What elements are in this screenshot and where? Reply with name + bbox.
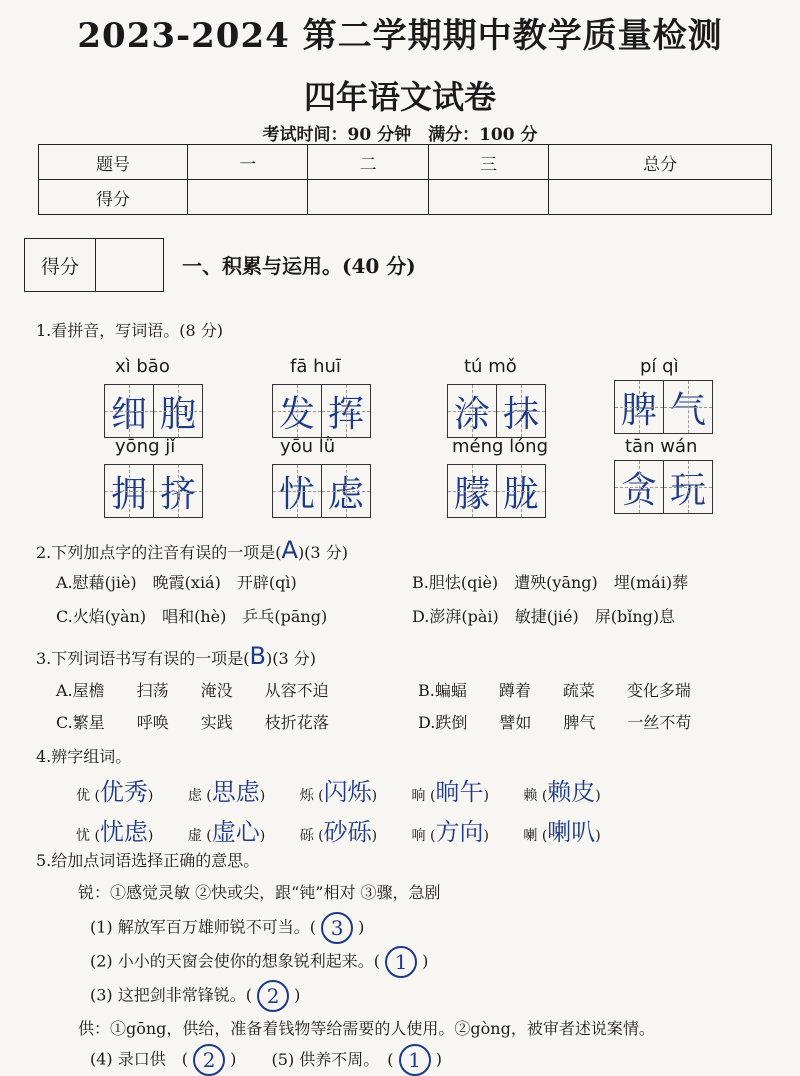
q4-char: 赖 — [523, 788, 538, 804]
pinyin: fā huī — [290, 356, 341, 377]
q5-gong-definition: 供：①gōng，供给，准备着钱物等给需要的人使用。②gòng，被审者述说案情。 — [78, 1019, 655, 1038]
table-row — [39, 180, 772, 215]
char-grid — [447, 464, 546, 518]
q3-option-b: B.蝙蝠 蹲着 疏菜 变化多瑞 — [418, 681, 691, 700]
q4-answer: 方向 — [435, 818, 484, 846]
q4-char: 忧 — [76, 828, 90, 844]
char-grid — [272, 384, 371, 438]
q5-answer-4: 2 — [193, 1044, 225, 1076]
char-cell: 胞 — [154, 384, 203, 438]
char-cell: 朦 — [447, 464, 497, 518]
q4-char: 响 — [411, 828, 426, 844]
q5-text: 5.给加点词语选择正确的意思。 — [36, 851, 260, 870]
table-cell: 得分 — [39, 180, 188, 215]
q4-answer: 喇叭 — [547, 818, 596, 846]
table-row — [39, 145, 772, 180]
q4-answer: 砂砾 — [323, 818, 372, 846]
q2-option-b: B.胆怯(qiè) 遭殃(yāng) 埋(mái)葬 — [412, 573, 689, 592]
q4-char: 虑 — [187, 788, 202, 804]
q4-char: 虚 — [187, 828, 202, 844]
char-cell: 胧 — [497, 464, 546, 518]
q2-option-a: A.慰藉(jiè) 晚霞(xiá) 开辟(qì) — [56, 573, 297, 592]
q4-answer: 忧虑 — [99, 818, 148, 846]
q4-answer: 优秀 — [99, 778, 148, 806]
q5-sentence-text: (1) 解放军百万雄师锐不可当。( — [90, 917, 316, 937]
section-title: 一、积累与运用。(40 分) — [182, 254, 416, 278]
exam-info: 考试时间：90 分钟 满分：100 分 — [262, 125, 538, 145]
q4-answer: 晌午 — [435, 778, 484, 806]
q2-option-c: C.火焰(yàn) 唱和(hè) 乒乓(pāng) — [56, 607, 328, 626]
table-cell — [428, 180, 548, 215]
q5-sentence-2: (2) 小小的天窗会使你的想象锐利起来。( 1 ) — [90, 946, 428, 978]
char-cell: 气 — [664, 380, 713, 434]
table-cell — [188, 180, 308, 215]
q5-answer-2: 1 — [385, 946, 417, 978]
char-cell: 忧 — [272, 464, 322, 518]
pinyin: tú mǒ — [464, 356, 517, 377]
table-cell: 二 — [308, 145, 428, 180]
pinyin: yōu lǜ — [280, 436, 336, 457]
pinyin: xì bāo — [115, 356, 170, 377]
q4-char: 喇 — [523, 828, 538, 844]
char-cell: 挤 — [154, 464, 203, 518]
q4-answer: 虚心 — [211, 818, 260, 846]
table-cell: 总分 — [549, 145, 772, 180]
char-cell: 抹 — [497, 384, 546, 438]
char-grid — [447, 384, 546, 438]
table-cell: 一 — [188, 145, 308, 180]
q2-text — [36, 536, 348, 564]
pinyin: méng lóng — [452, 436, 549, 457]
q3-score: )(3 分) — [265, 649, 316, 668]
q4-answer: 闪烁 — [323, 778, 372, 806]
q5-sentence-text: (2) 小小的天窗会使你的想象锐利起来。( — [90, 951, 380, 971]
char-cell: 虑 — [322, 464, 371, 518]
q5-sentence-text: (3) 这把剑非常锋锐。( — [90, 985, 252, 1005]
q2-option-d: D.澎湃(pài) 敏捷(jié) 屏(bǐng)息 — [412, 607, 676, 626]
char-cell: 玩 — [664, 460, 713, 514]
q3-option-c: C.繁星 呼唤 实践 枝折花落 — [56, 713, 329, 732]
q2-prompt: 2.下列加点字的注音有误的一项是( — [36, 543, 282, 562]
q3-answer: B — [249, 642, 266, 670]
q5-answer-3: 2 — [257, 980, 289, 1012]
q4-char: 晌 — [411, 788, 426, 804]
q3-text — [36, 642, 316, 670]
pinyin: tān wán — [625, 436, 698, 457]
pinyin: yōng jǐ — [115, 436, 176, 457]
q3-option-d: D.跌倒 譬如 脾气 一丝不苟 — [418, 713, 692, 732]
q3-prompt: 3.下列词语书写有误的一项是( — [36, 649, 250, 668]
char-cell: 发 — [272, 384, 322, 438]
q4-char: 优 — [76, 788, 90, 804]
q4-char: 烁 — [299, 788, 314, 804]
q5-sentence-3: (3) 这把剑非常锋锐。( 2 ) — [90, 980, 300, 1012]
char-cell: 涂 — [447, 384, 497, 438]
char-grid — [272, 464, 371, 518]
char-cell: 细 — [104, 384, 154, 438]
score-label: 得分 — [25, 239, 96, 291]
q4-text: 4.辨字组词。 — [36, 747, 132, 766]
char-grid — [614, 380, 713, 434]
q5-sentence-text: (4) 录口供 ( — [90, 1049, 188, 1069]
char-cell: 脾 — [614, 380, 664, 434]
char-cell: 挥 — [322, 384, 371, 438]
table-cell: 三 — [428, 145, 548, 180]
char-grid — [104, 384, 203, 438]
q5-rui-definition: 锐：①感觉灵敏 ②快或尖，跟“钝”相对 ③骤，急剧 — [78, 883, 441, 902]
q5-sentence-1: (1) 解放军百万雄师锐不可当。( 3 ) — [90, 912, 364, 944]
q1-text: 1.看拼音，写词语。(8 分) — [36, 321, 224, 340]
section-score-box — [24, 238, 164, 292]
table-cell: 题号 — [39, 145, 188, 180]
table-cell — [549, 180, 772, 215]
q5-answer-1: 3 — [321, 912, 353, 944]
q5-sentence-4: (4) 录口供 ( 2 ) (5) 供养不周。 ( 1 ) — [90, 1044, 442, 1076]
q4-answer: 思虑 — [211, 778, 260, 806]
char-cell: 拥 — [104, 464, 154, 518]
q4-char: 砾 — [299, 828, 314, 844]
q2-answer: A — [281, 536, 298, 564]
q4-row2: 忧 (忧虑) 虚 (虚心) 砾 (砂砾) 响 (方向) 喇 (喇叭) — [76, 818, 601, 846]
q4-row1: 优 (优秀) 虑 (思虑) 烁 (闪烁) 晌 (晌午) 赖 (赖皮) — [76, 778, 601, 806]
exam-subtitle: 四年语文试卷 — [303, 78, 496, 116]
score-table — [38, 144, 772, 215]
char-grid — [614, 460, 713, 514]
q3-option-a: A.屋檐 扫荡 淹没 从容不迫 — [56, 681, 329, 700]
char-grid — [104, 464, 203, 518]
char-cell: 贪 — [614, 460, 664, 514]
q5-sentence-text: (5) 供养不周。 ( — [271, 1049, 394, 1069]
q2-score: )(3 分) — [297, 543, 348, 562]
q4-answer: 赖皮 — [547, 778, 596, 806]
exam-title: 2023-2024 第二学期期中教学质量检测 — [77, 16, 723, 56]
q5-answer-5: 1 — [399, 1044, 431, 1076]
table-cell — [308, 180, 428, 215]
pinyin: pí qì — [640, 356, 679, 377]
